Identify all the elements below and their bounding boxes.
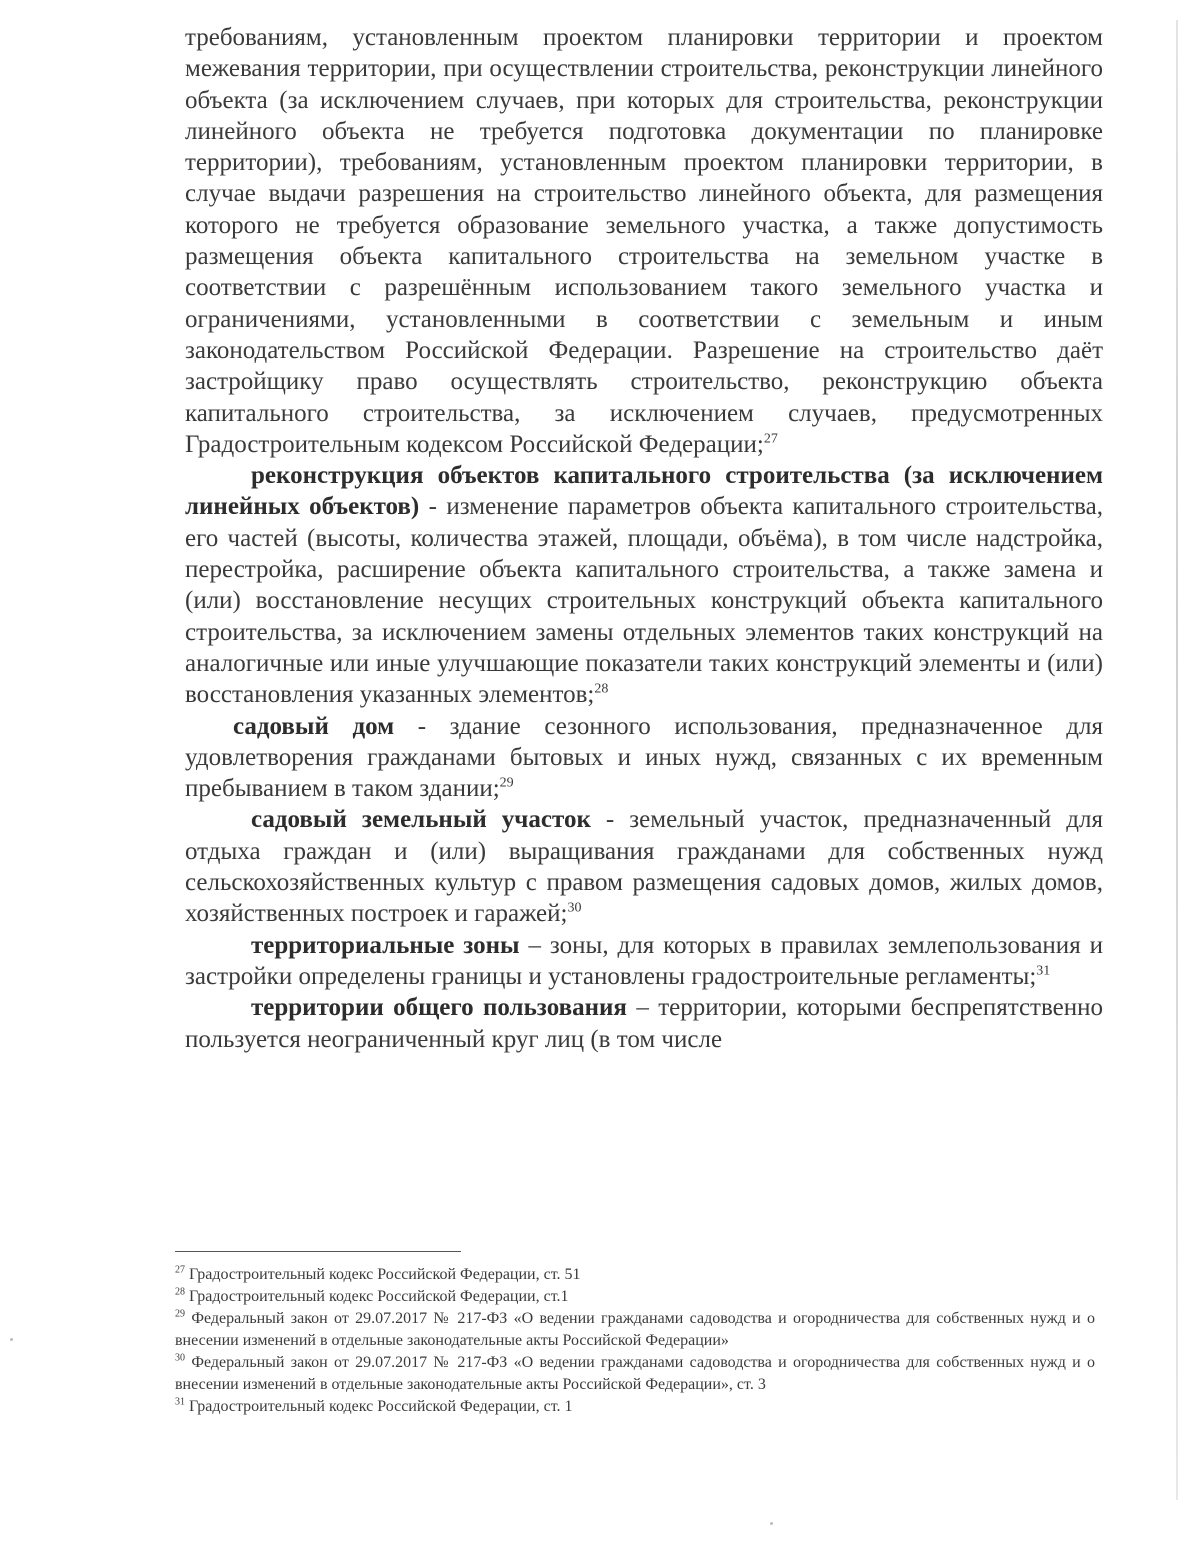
footnote-text: Градостроительный кодекс Российской Федерации, ст. 1 (189, 1398, 573, 1415)
footnote-ref: 29 (499, 775, 514, 791)
paragraph-reconstruction (185, 460, 1103, 710)
footnote-ref: 27 (763, 431, 778, 447)
scan-speck (770, 1522, 773, 1525)
scan-speck (10, 1338, 13, 1341)
paragraph-text: требованиям, установленным проектом планировки территории и проектом межевания территории, при осуществлении строительства, реконструкции линейного объекта (за исключением случаев, при которых для строительства, реконструкции линейного объекта не требуется подготовка документации по планировке территории), требованиям, установленным проектом планировки территории, в случае выдачи разрешения на строительство линейного объекта, для размещения которого не требуется образование земельного участка, а также допустимость размещения объекта капитального строительства на земельном участке в соответствии с разрешённым использованием такого земельного участка и ограничениями, установленными в соответствии с земельным и иным законодательством Российской Федерации. Разрешение на строительство даёт застройщику право осуществлять строительство, реконструкцию объекта капитального строительства, за исключением случаев, предусмотренных Градостроительным кодексом Российской Федерации; (185, 24, 1103, 458)
footnote-ref: 31 (1036, 963, 1051, 979)
term-garden-plot: садовый земельный участок (251, 806, 591, 834)
footnote-29 (175, 1308, 1095, 1352)
scan-edge-shadow (1176, 20, 1178, 1500)
definition-garden-plot: - земельный участок, предназначенный для отдыха граждан и (или) выращивания гражданами для собственных нужд сельскохозяйственных культур с правом размещения садовых домов, жилых домов, хозяйственных построек и гаражей; (185, 806, 1104, 928)
footnote-separator (175, 1251, 461, 1252)
definition-public-territories: – территории, которыми беспрепятственно пользуется неограниченный круг лиц (в том числе (185, 994, 1103, 1053)
paragraph-public-territories (185, 992, 1103, 1055)
footnote-number: 31 (175, 1396, 185, 1408)
term-public-territories: территории общего пользования (251, 994, 627, 1022)
footnote-number: 30 (175, 1352, 185, 1364)
footnote-text: Федеральный закон от 29.07.2017 № 217-ФЗ «О ведении гражданами садоводства и огородничества для собственных нужд и о внесении изменений в отдельные законодательные акты Российской Федерации», ст. 3 (175, 1354, 1096, 1393)
footnote-31 (175, 1396, 1095, 1418)
paragraph-garden-house (185, 711, 1103, 805)
definition-territorial-zones: – зоны, для которых в правилах землепользования и застройки определены границы и установлены градостроительные регламенты; (185, 931, 1103, 990)
footnote-number: 29 (175, 1308, 185, 1320)
paragraph-building-permit-continuation (185, 22, 1103, 460)
definition-garden-house: - здание сезонного использования, предназначенное для удовлетворения гражданами бытовых и иных нужд, связанных с их временным пребыванием в таком здании; (185, 712, 1103, 803)
term-territorial-zones: территориальные зоны (251, 931, 520, 959)
footnote-27 (175, 1264, 1095, 1286)
paragraph-garden-plot (185, 804, 1103, 929)
footnote-number: 28 (175, 1286, 185, 1298)
footnotes (175, 1264, 1095, 1418)
definition-reconstruction: - изменение параметров объекта капитального строительства, его частей (высоты, количества этажей, площади, объёма), в том числе надстройка, перестройка, расширение объекта капитального строительства, а также замена и (или) восстановление несущих строительных конструкций объекта капитального строительства, за исключением замены отдельных элементов таких конструкций на аналогичные или иные улучшающие показатели таких конструкций элементы и (или) восстановления указанных элементов; (185, 493, 1103, 709)
footnote-text: Градостроительный кодекс Российской Федерации, ст. 51 (189, 1266, 581, 1283)
paragraph-territorial-zones (185, 930, 1103, 993)
body-text (185, 22, 1103, 1055)
term-reconstruction: реконструкция объектов капитального строительства (за исключением линейных объектов) (185, 462, 1103, 521)
footnote-text: Градостроительный кодекс Российской Федерации, ст.1 (189, 1288, 569, 1305)
footnote-number: 27 (175, 1264, 185, 1276)
footnote-28 (175, 1286, 1095, 1308)
footnote-ref: 28 (594, 681, 609, 697)
footnote-30 (175, 1352, 1095, 1396)
footnote-text: Федеральный закон от 29.07.2017 № 217-ФЗ «О ведении гражданами садоводства и огородничества для собственных нужд и о внесении изменений в отдельные законодательные акты Российской Федерации» (175, 1310, 1096, 1349)
term-garden-house: садовый дом (233, 712, 395, 740)
footnote-ref: 30 (567, 900, 582, 916)
